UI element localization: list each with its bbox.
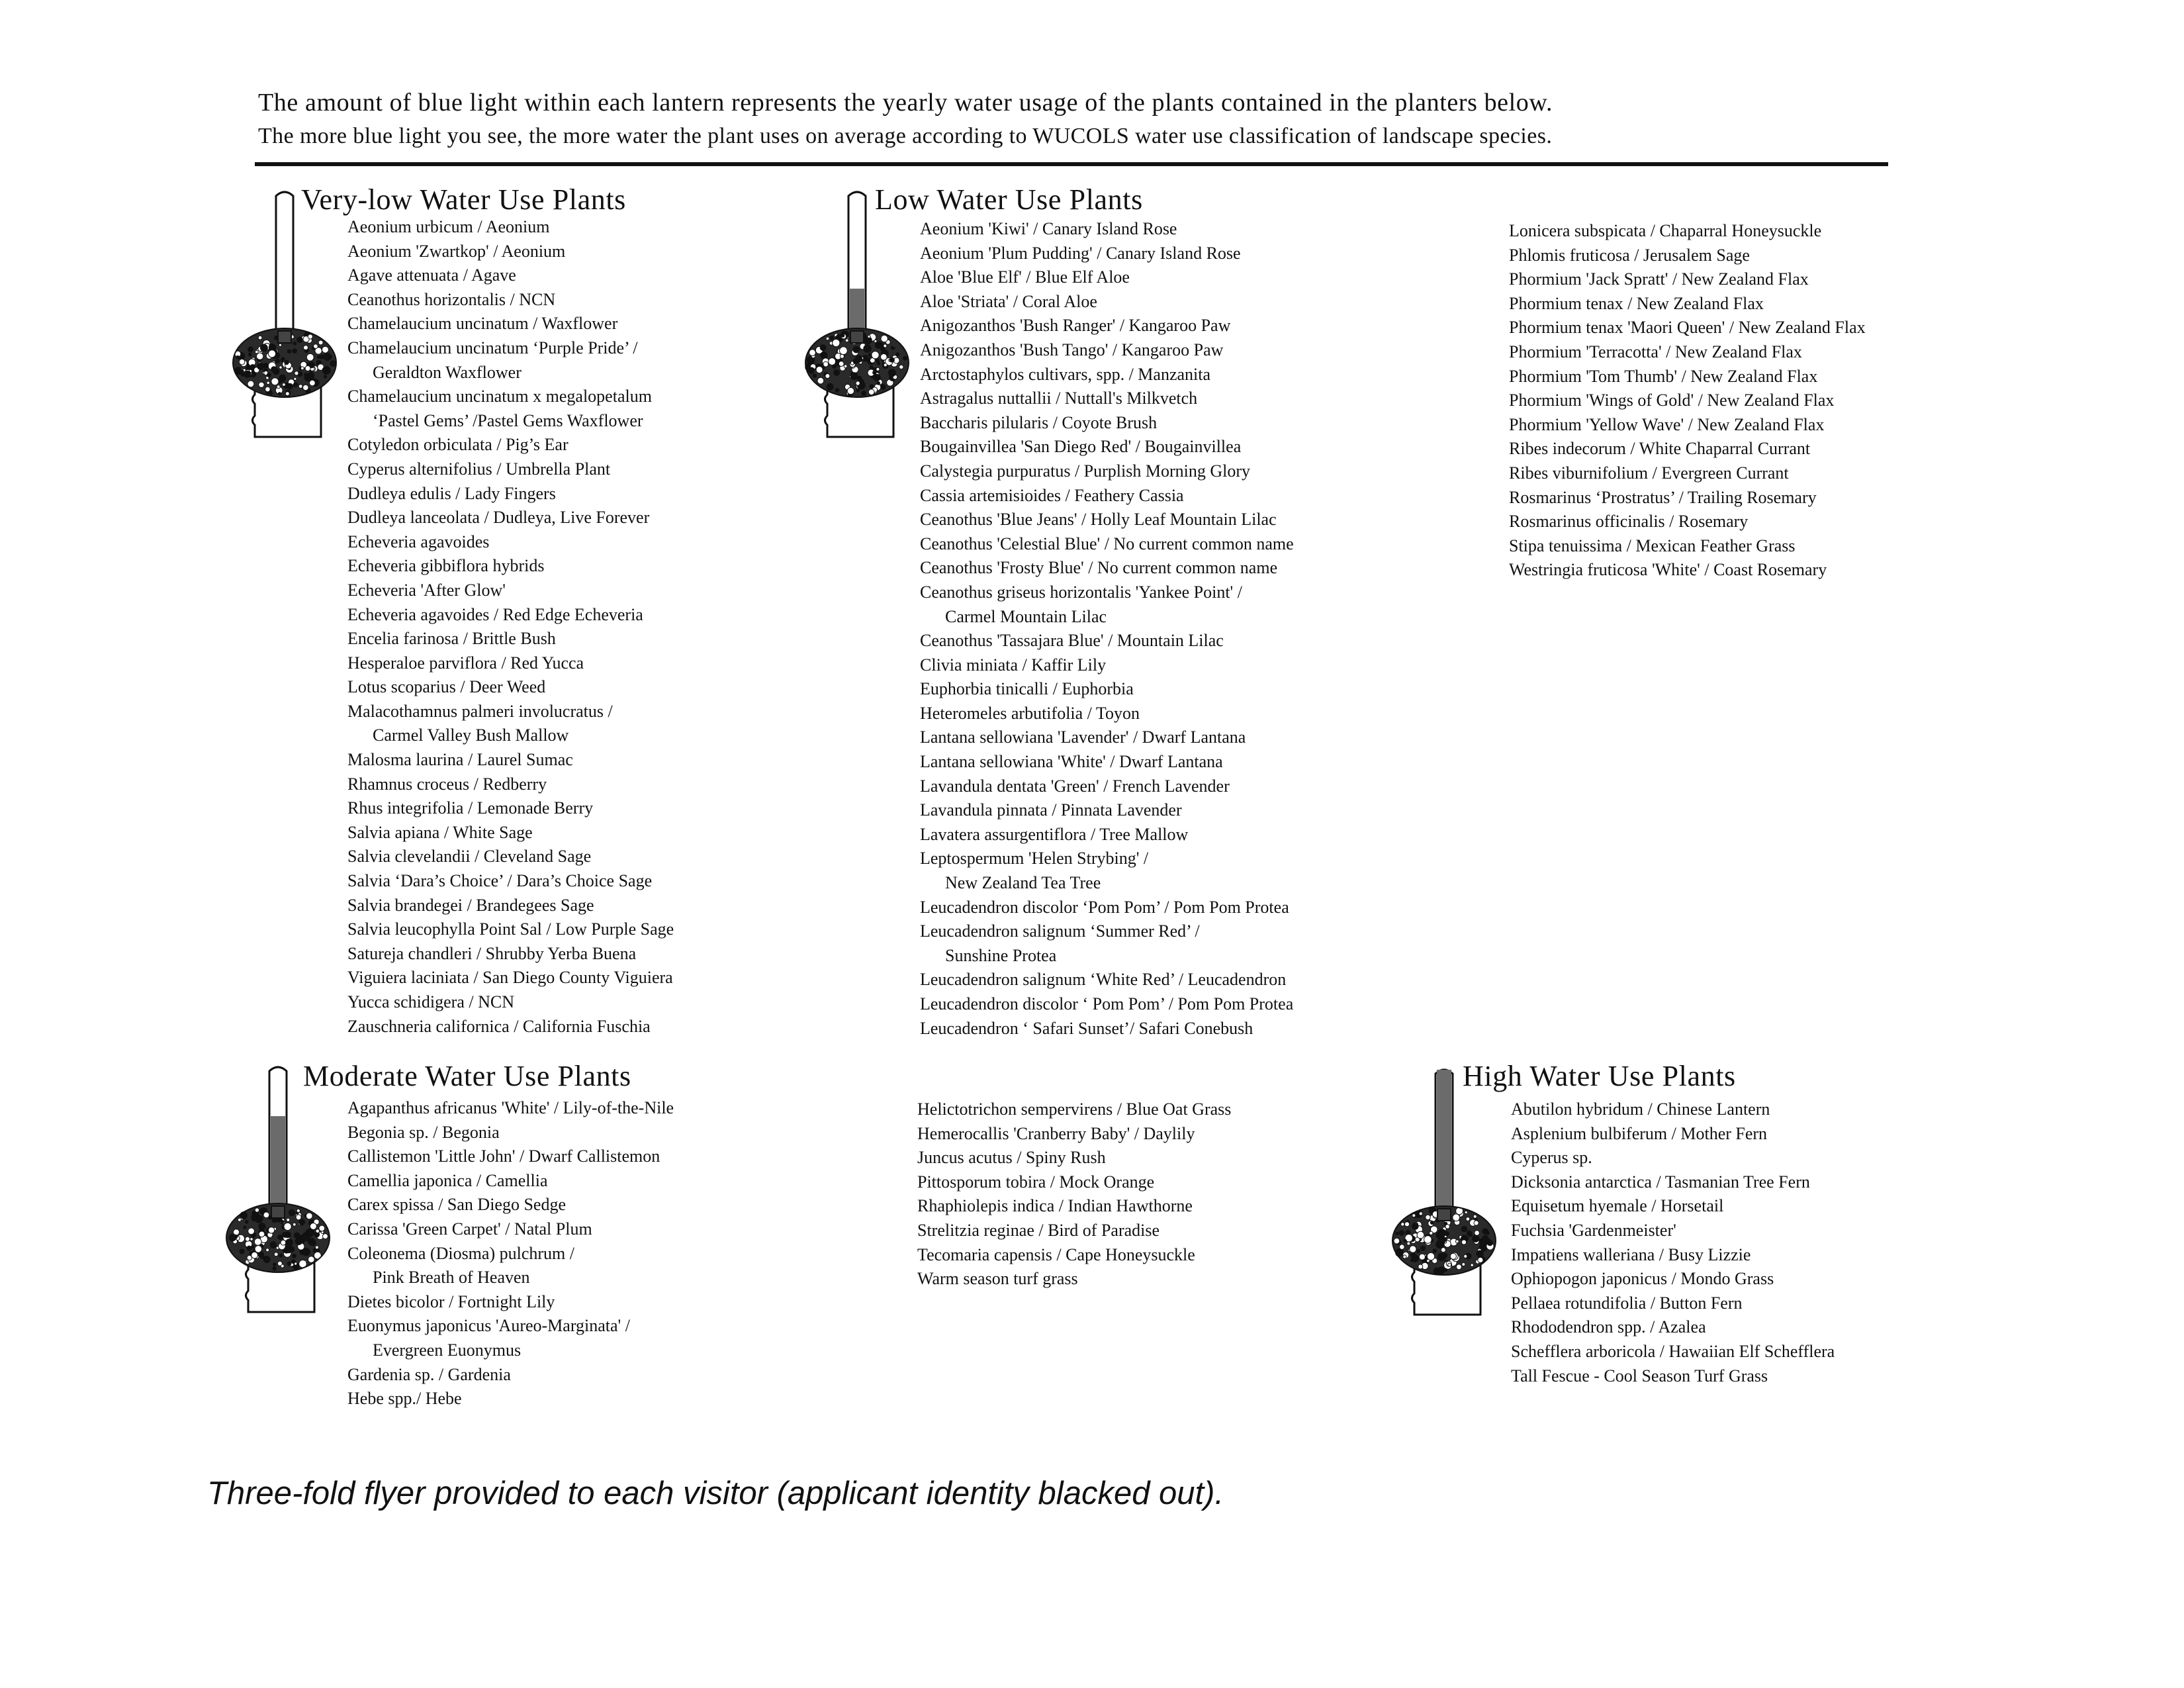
plant-entry: Dietes bicolor / Fortnight Lily xyxy=(347,1291,555,1311)
plant-entry: Ceanothus 'Celestial Blue' / No current common name xyxy=(920,534,1294,553)
plant-list-moderate-col2 xyxy=(917,1098,1231,1291)
plant-entry: Westringia fruticosa 'White' / Coast Rosemary xyxy=(1509,560,1827,580)
plant-entry: Dudleya edulis / Lady Fingers xyxy=(347,483,556,503)
plant-entry: Salvia ‘Dara’s Choice’ / Dara’s Choice Sage xyxy=(347,871,653,891)
plant-entry: Tecomaria capensis / Cape Honeysuckle xyxy=(917,1244,1195,1264)
plant-entry: Carmel Valley Bush Mallow xyxy=(373,726,569,745)
plant-entry: Rhamnus croceus / Redberry xyxy=(347,774,547,794)
plant-entry: Carissa 'Green Carpet' / Natal Plum xyxy=(347,1219,592,1239)
plant-entry: Phormium 'Tom Thumb' / New Zealand Flax xyxy=(1509,366,1818,386)
plant-entry: Pellaea rotundifolia / Button Fern xyxy=(1511,1293,1743,1313)
plant-entry: Agapanthus africanus 'White' / Lily-of-the-Nile xyxy=(347,1098,674,1117)
plant-entry: Fuchsia 'Gardenmeister' xyxy=(1511,1220,1676,1240)
lantern-planter-icon xyxy=(1388,1063,1507,1321)
plant-entry: Echeveria 'After Glow' xyxy=(347,580,506,600)
plant-entry: Phlomis fruticosa / Jerusalem Sage xyxy=(1509,245,1750,265)
plant-entry: Phormium 'Jack Spratt' / New Zealand Flax xyxy=(1509,269,1809,289)
lantern-water-level xyxy=(1437,1070,1451,1213)
plant-entry: Agave attenuata / Agave xyxy=(347,265,516,285)
plant-entry: Ceanothus 'Blue Jeans' / Holly Leaf Mountain Lilac xyxy=(920,510,1277,530)
plant-entry: Chamelaucium uncinatum / Waxflower xyxy=(347,314,618,334)
plant-entry: Abutilon hybridum / Chinese Lantern xyxy=(1511,1100,1770,1119)
plant-entry: Bougainvillea 'San Diego Red' / Bougainvillea xyxy=(920,437,1242,457)
plant-entry: Ophiopogon japonicus / Mondo Grass xyxy=(1511,1269,1774,1289)
plant-entry: Clivia miniata / Kaffir Lily xyxy=(920,655,1107,675)
plant-entry: Phormium 'Terracotta' / New Zealand Flax xyxy=(1509,342,1802,361)
plant-entry: Arctostaphylos cultivars, spp. / Manzanita xyxy=(920,364,1211,384)
plant-entry: Aloe 'Blue Elf' / Blue Elf Aloe xyxy=(920,267,1130,287)
plant-entry: Zauschneria californica / California Fuschia xyxy=(347,1016,651,1036)
plant-entry: Aloe 'Striata' / Coral Aloe xyxy=(920,291,1097,311)
plant-entry: Satureja chandleri / Shrubby Yerba Buena xyxy=(347,943,637,963)
plant-entry: Leucadendron ‘ Safari Sunset’/ Safari Conebush xyxy=(920,1018,1253,1038)
section-title-low: Low Water Use Plants xyxy=(875,183,1143,216)
plant-entry: Anigozanthos 'Bush Tango' / Kangaroo Paw xyxy=(920,340,1224,359)
plant-entry: ‘Pastel Gems’ /Pastel Gems Waxflower xyxy=(373,410,643,430)
lantern-planter-icon xyxy=(222,1060,341,1319)
plant-entry: Phormium tenax / New Zealand Flax xyxy=(1509,293,1764,313)
plant-entry: Rosmarinus ‘Prostratus’ / Trailing Rosemary xyxy=(1509,487,1817,507)
plant-entry: Helictotrichon sempervirens / Blue Oat Grass xyxy=(917,1100,1232,1119)
plant-entry: Coleonema (Diosma) pulchrum / xyxy=(347,1243,574,1263)
plant-entry: Cotyledon orbiculata / Pig’s Ear xyxy=(347,435,569,455)
plant-entry: Sunshine Protea xyxy=(945,945,1057,965)
plant-entry: Aeonium 'Zwartkop' / Aeonium xyxy=(347,241,566,261)
plant-entry: Ribes viburnifolium / Evergreen Currant xyxy=(1509,463,1789,483)
plant-entry: Ceanothus 'Frosty Blue' / No current common name xyxy=(920,558,1278,578)
plant-entry: Tall Fescue - Cool Season Turf Grass xyxy=(1511,1366,1768,1385)
plant-entry: Warm season turf grass xyxy=(917,1269,1078,1289)
plant-entry: Dudleya lanceolata / Dudleya, Live Forever xyxy=(347,508,650,528)
plant-entry: Lonicera subspicata / Chaparral Honeysuckle xyxy=(1509,221,1822,240)
plant-entry: Pittosporum tobira / Mock Orange xyxy=(917,1172,1155,1192)
plant-entry: Dicksonia antarctica / Tasmanian Tree Fern xyxy=(1511,1172,1810,1192)
plant-entry: Juncus acutus / Spiny Rush xyxy=(917,1148,1106,1168)
plant-entry: Rhododendron spp. / Azalea xyxy=(1511,1317,1706,1337)
plant-entry: Strelitzia reginae / Bird of Paradise xyxy=(917,1220,1160,1240)
plant-entry: Salvia clevelandii / Cleveland Sage xyxy=(347,847,592,867)
plant-entry: Camellia japonica / Camellia xyxy=(347,1170,548,1190)
plant-entry: Salvia brandegei / Brandegees Sage xyxy=(347,895,594,915)
section-title-very-low: Very-low Water Use Plants xyxy=(301,183,626,216)
plant-entry: Euonymus japonicus 'Aureo-Marginata' / xyxy=(347,1316,630,1336)
header-line-2: The more blue light you see, the more water the plant uses on average according to WUCOLS water use classification of landscape species. xyxy=(258,124,1553,148)
plant-entry: Lantana sellowiana 'Lavender' / Dwarf Lantana xyxy=(920,727,1246,747)
plant-entry: Leucadendron discolor ‘Pom Pom’ / Pom Pom Protea xyxy=(920,897,1289,917)
plant-entry: Chamelaucium uncinatum ‘Purple Pride’ / xyxy=(347,338,638,357)
plant-entry: Aeonium urbicum / Aeonium xyxy=(347,217,550,236)
plant-entry: Lavatera assurgentiflora / Tree Mallow xyxy=(920,824,1189,844)
plant-entry: Schefflera arboricola / Hawaiian Elf Schefflera xyxy=(1511,1341,1835,1361)
plant-entry: Echeveria agavoides xyxy=(347,532,490,551)
plant-entry: Leptospermum 'Helen Strybing' / xyxy=(920,849,1149,868)
plant-entry: Geraldton Waxflower xyxy=(373,362,522,382)
plant-entry: Encelia farinosa / Brittle Bush xyxy=(347,629,556,649)
plant-entry: Astragalus nuttallii / Nuttall's Milkvetch xyxy=(920,389,1198,408)
plant-entry: Impatiens walleriana / Busy Lizzie xyxy=(1511,1244,1751,1264)
plant-entry: Cyperus sp. xyxy=(1511,1148,1592,1168)
plant-entry: Calystegia purpuratus / Purplish Morning Glory xyxy=(920,461,1251,481)
plant-entry: Phormium 'Yellow Wave' / New Zealand Flax xyxy=(1509,414,1825,434)
plant-entry: Hemerocallis 'Cranberry Baby' / Daylily xyxy=(917,1123,1195,1143)
plant-entry: Malosma laurina / Laurel Sumac xyxy=(347,750,573,770)
plant-entry: Begonia sp. / Begonia xyxy=(347,1122,500,1142)
plant-entry: Salvia apiana / White Sage xyxy=(347,822,533,842)
plant-entry: Leucadendron discolor ‘ Pom Pom’ / Pom Pom Protea xyxy=(920,994,1294,1013)
plant-entry: Lotus scoparius / Deer Weed xyxy=(347,677,546,697)
plant-entry: Salvia leucophylla Point Sal / Low Purple Sage xyxy=(347,919,674,939)
lantern-planter-icon xyxy=(228,185,347,444)
plant-entry: Asplenium bulbiferum / Mother Fern xyxy=(1511,1123,1768,1143)
plant-entry: Callistemon 'Little John' / Dwarf Callistemon xyxy=(347,1147,660,1166)
lantern-svg xyxy=(228,185,347,444)
plant-entry: Evergreen Euonymus xyxy=(373,1340,522,1360)
plant-entry: Echeveria gibbiflora hybrids xyxy=(347,556,545,576)
figure-caption: Three-fold flyer provided to each visitor (applicant identity blacked out). xyxy=(207,1476,1224,1511)
plant-entry: Yucca schidigera / NCN xyxy=(347,992,514,1011)
plant-list-moderate-col1 xyxy=(347,1096,674,1411)
plant-entry: Euphorbia tinicalli / Euphorbia xyxy=(920,679,1134,699)
lantern-water-level xyxy=(271,1116,285,1211)
plant-entry: Viguiera laciniata / San Diego County Viguiera xyxy=(347,968,673,988)
plant-entry: Phormium 'Wings of Gold' / New Zealand Flax xyxy=(1509,391,1835,410)
plant-list-low-col1 xyxy=(920,217,1294,1041)
plant-entry: Cyperus alternifolius / Umbrella Plant xyxy=(347,459,611,479)
plant-entry: Stipa tenuissima / Mexican Feather Grass xyxy=(1509,536,1796,555)
plant-entry: Lavandula dentata 'Green' / French Lavender xyxy=(920,776,1230,796)
plant-entry: Rhus integrifolia / Lemonade Berry xyxy=(347,798,594,818)
plant-entry: Equisetum hyemale / Horsetail xyxy=(1511,1196,1724,1216)
plant-entry: Hebe spp./ Hebe xyxy=(347,1389,462,1409)
plant-entry: Rosmarinus officinalis / Rosemary xyxy=(1509,512,1749,532)
lantern-svg xyxy=(801,185,920,444)
section-title-moderate: Moderate Water Use Plants xyxy=(303,1060,631,1092)
plant-entry: Pink Breath of Heaven xyxy=(373,1268,530,1288)
plant-entry: Lavandula pinnata / Pinnata Lavender xyxy=(920,800,1182,820)
section-title-high: High Water Use Plants xyxy=(1463,1060,1736,1092)
plant-entry: Ribes indecorum / White Chaparral Currant xyxy=(1509,439,1811,459)
plant-entry: Ceanothus horizontalis / NCN xyxy=(347,289,556,309)
plant-entry: Phormium tenax 'Maori Queen' / New Zealand Flax xyxy=(1509,318,1866,338)
plant-entry: Anigozanthos 'Bush Ranger' / Kangaroo Paw xyxy=(920,316,1231,336)
plant-entry: Malacothamnus palmeri involucratus / xyxy=(347,701,613,721)
plant-entry: Hesperaloe parviflora / Red Yucca xyxy=(347,653,584,673)
plant-list-high xyxy=(1511,1098,1835,1388)
plant-entry: Ceanothus 'Tassajara Blue' / Mountain Lilac xyxy=(920,631,1224,651)
plant-entry: Carex spissa / San Diego Sedge xyxy=(347,1195,567,1215)
plant-entry: Rhaphiolepis indica / Indian Hawthorne xyxy=(917,1196,1193,1216)
lantern-svg xyxy=(1388,1063,1507,1321)
header-divider xyxy=(255,162,1888,166)
plant-entry: Carmel Mountain Lilac xyxy=(945,606,1107,626)
plant-entry: Aeonium 'Kiwi' / Canary Island Rose xyxy=(920,219,1177,238)
plant-entry: Aeonium 'Plum Pudding' / Canary Island Rose xyxy=(920,243,1241,263)
plant-entry: Gardenia sp. / Gardenia xyxy=(347,1364,511,1384)
lantern-svg xyxy=(222,1060,341,1319)
lantern-tube xyxy=(276,192,293,336)
header-line-1: The amount of blue light within each lantern represents the yearly water usage of the plants contained in the planters below. xyxy=(258,89,1553,117)
plant-entry: New Zealand Tea Tree xyxy=(945,873,1101,893)
plant-entry: Leucadendron salignum ‘Summer Red’ / xyxy=(920,921,1200,941)
plant-entry: Lantana sellowiana 'White' / Dwarf Lantana xyxy=(920,752,1223,772)
plant-list-low-col2 xyxy=(1509,219,1866,583)
plant-entry: Chamelaucium uncinatum x megalopetalum xyxy=(347,387,652,406)
plant-entry: Cassia artemisioides / Feathery Cassia xyxy=(920,485,1184,505)
plant-entry: Heteromeles arbutifolia / Toyon xyxy=(920,703,1140,723)
lantern-planter-icon xyxy=(801,185,920,444)
plant-entry: Leucadendron salignum ‘White Red’ / Leucadendron xyxy=(920,970,1287,990)
plant-entry: Echeveria agavoides / Red Edge Echeveria xyxy=(347,604,643,624)
plant-entry: Ceanothus griseus horizontalis 'Yankee Point' / xyxy=(920,582,1242,602)
plant-entry: Baccharis pilularis / Coyote Brush xyxy=(920,412,1158,432)
plant-list-very-low xyxy=(347,215,674,1039)
